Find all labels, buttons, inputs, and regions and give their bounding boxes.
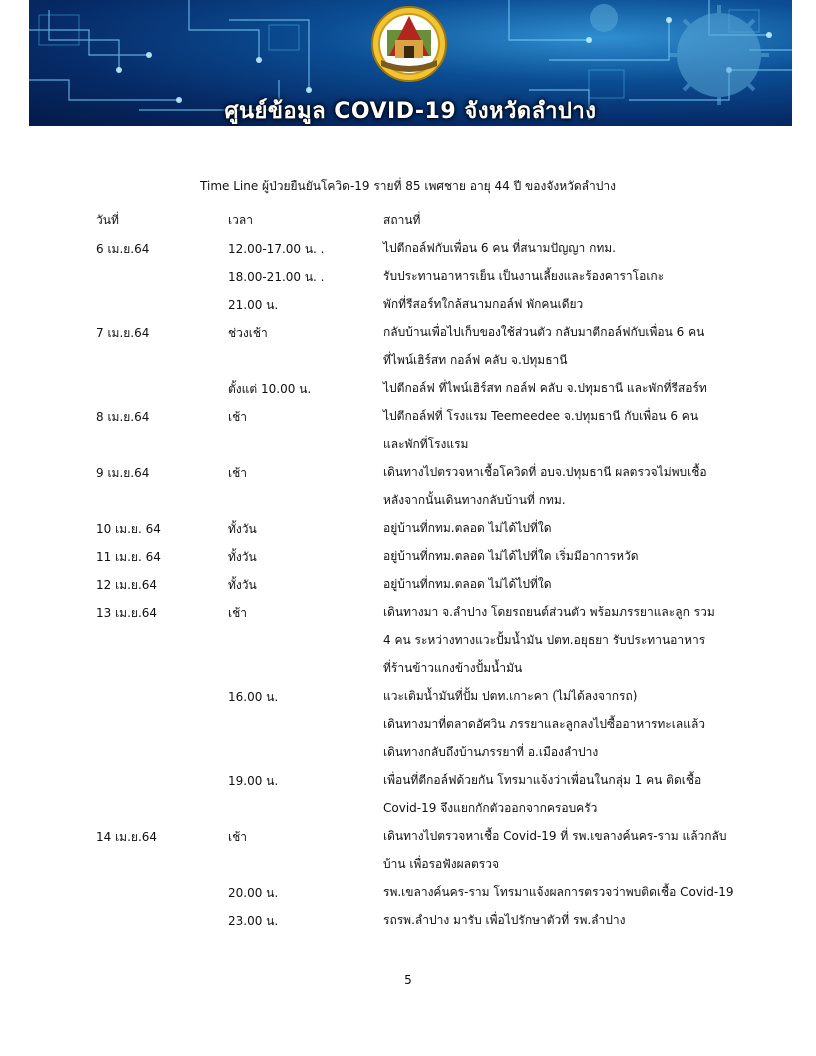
row-time: ทั้งวัน	[228, 550, 257, 564]
row-place: รพ.เขลางค์นคร-ราม โทรมาแจ้งผลการตรวจว่าพบติดเชื้อ Covid-19	[383, 885, 734, 899]
table-row	[0, 576, 816, 604]
row-date: 11 เม.ย. 64	[96, 550, 161, 564]
table-row	[0, 408, 816, 451]
row-time: 18.00-21.00 น. .	[228, 270, 325, 284]
row-place: ไปตีกอล์ฟกับเพื่อน 6 คน ที่สนามปัญญา กทม.	[383, 241, 616, 255]
table-row	[0, 912, 816, 940]
province-seal	[372, 7, 446, 81]
virus-graphic	[590, 4, 769, 105]
header-date: วันที่	[96, 213, 119, 227]
table-row	[0, 324, 816, 367]
row-time: เช้า	[228, 466, 247, 480]
row-time: ช่วงเช้า	[228, 326, 268, 340]
row-time: ทั้งวัน	[228, 522, 257, 536]
row-date: 8 เม.ย.64	[96, 410, 150, 424]
table-row	[0, 268, 816, 296]
row-date: 14 เม.ย.64	[96, 830, 158, 844]
row-time: ทั้งวัน	[228, 578, 257, 592]
row-place: เพื่อนที่ตีกอล์ฟด้วยกัน โทรมาแจ้งว่าเพื่อนในกลุ่ม 1 คน ติดเชื้อ Covid-19 จึงแยกกักตัวออกจากครอบครัว	[383, 773, 702, 815]
row-time: 21.00 น.	[228, 298, 279, 312]
row-time: 23.00 น.	[228, 914, 279, 928]
row-place: รับประทานอาหารเย็น เป็นงานเลี้ยงและร้องคาราโอเกะ	[383, 269, 665, 283]
row-time: 12.00-17.00 น. .	[228, 242, 325, 256]
row-time: เช้า	[228, 606, 247, 620]
table-row	[0, 464, 816, 507]
header-time: เวลา	[228, 213, 253, 227]
row-time: เช้า	[228, 410, 247, 424]
row-place: เดินทางไปตรวจหาเชื้อโควิดที่ อบจ.ปทุมธานี ผลตรวจไม่พบเชื้อ หลังจากนั้นเดินทางกลับบ้านที่ กทม.	[383, 465, 707, 507]
table-row	[0, 688, 816, 759]
row-place: รถรพ.ลำปาง มารับ เพื่อไปรักษาตัวที่ รพ.ลำปาง	[383, 913, 626, 927]
row-place: ไปตีกอล์ฟที่ โรงแรม Teemeedee จ.ปทุมธานี กับเพื่อน 6 คน และพักที่โรงแรม	[383, 409, 699, 451]
table-row	[0, 548, 816, 576]
header-place: สถานที่	[383, 213, 421, 227]
row-place: เดินทางไปตรวจหาเชื้อ Covid-19 ที่ รพ.เขลางค์นคร-ราม แล้วกลับ บ้าน เพื่อรอฟังผลตรวจ	[383, 829, 727, 871]
row-date: 12 เม.ย.64	[96, 578, 158, 592]
row-place: เดินทางมา จ.ลำปาง โดยรถยนต์ส่วนตัว พร้อมภรรยาและลูก รวม 4 คน ระหว่างทางแวะปั้มน้ำมัน ปตท.อยุธยา รับประทานอาหาร ที่ร้านข้าวแกงข้างปั้มน้ำมัน	[383, 605, 715, 675]
table-row	[0, 604, 816, 675]
table-row	[0, 828, 816, 871]
row-date: 9 เม.ย.64	[96, 466, 150, 480]
row-place: อยู่บ้านที่กทม.ตลอด ไม่ได้ไปที่ใด	[383, 577, 552, 591]
row-date: 13 เม.ย.64	[96, 606, 158, 620]
table-row	[0, 240, 816, 268]
row-time: 16.00 น.	[228, 690, 279, 704]
row-place: อยู่บ้านที่กทม.ตลอด ไม่ได้ไปที่ใด เริ่มมีอาการหวัด	[383, 549, 639, 563]
row-place: ไปตีกอล์ฟ ที่ไพน์เฮิร์สท กอล์ฟ คลับ จ.ปทุมธานี และพักที่รีสอร์ท	[383, 381, 707, 395]
row-time: 19.00 น.	[228, 774, 279, 788]
table-row	[0, 380, 816, 408]
row-place: กลับบ้านเพื่อไปเก็บของใช้ส่วนตัว กลับมาตีกอล์ฟกับเพื่อน 6 คน ที่ไพน์เฮิร์สท กอล์ฟ คลับ จ.ปทุมธานี	[383, 325, 705, 367]
row-time: 20.00 น.	[228, 886, 279, 900]
table-row	[0, 296, 816, 324]
table-row	[0, 772, 816, 815]
header-banner	[29, 0, 792, 126]
banner-title: ศูนย์ข้อมูล COVID-19 จังหวัดลำปาง	[224, 99, 597, 124]
row-place: พักที่รีสอร์ทใกล้สนามกอล์ฟ พักคนเดียว	[383, 297, 584, 311]
page-title: Time Line ผู้ป่วยยืนยันโควิด-19 รายที่ 85 เพศชาย อายุ 44 ปี ของจังหวัดลำปาง	[200, 179, 616, 193]
row-date: 10 เม.ย. 64	[96, 522, 161, 536]
table-row	[0, 520, 816, 548]
row-place: แวะเติมน้ำมันที่ปั้ม ปตท.เกาะคา (ไม่ได้ลงจากรถ) เดินทางมาที่ตลาดอัศวิน ภรรยาและลูกลงไปซื้ออาหารทะเลแล้ว เดินทางกลับถึงบ้านภรรยาที่ อ.เมืองลำปาง	[383, 689, 706, 759]
table-row	[0, 884, 816, 912]
row-place: อยู่บ้านที่กทม.ตลอด ไม่ได้ไปที่ใด	[383, 521, 552, 535]
row-date: 7 เม.ย.64	[96, 326, 150, 340]
page-number: 5	[404, 973, 412, 987]
row-time: เช้า	[228, 830, 247, 844]
row-time: ตั้งแต่ 10.00 น.	[228, 382, 312, 396]
row-date: 6 เม.ย.64	[96, 242, 150, 256]
